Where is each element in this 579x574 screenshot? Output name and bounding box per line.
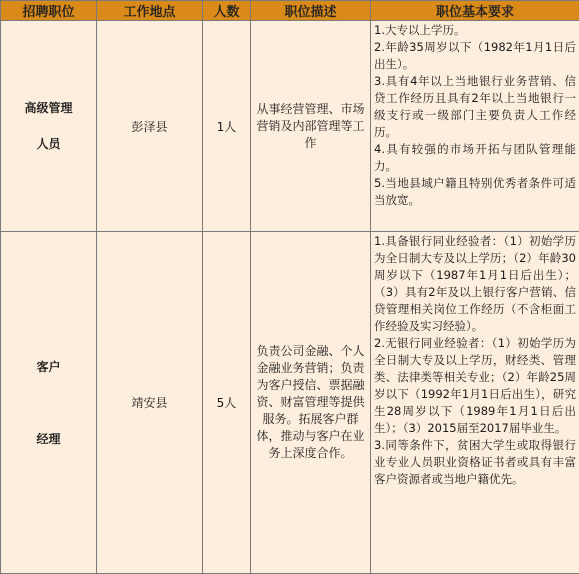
requirements-cell xyxy=(371,232,579,574)
location-cell: 彭泽县 xyxy=(97,21,203,232)
table-row xyxy=(1,21,579,232)
description-cell: 从事经营管理、市场营销及内部管理等工作 xyxy=(251,21,371,232)
requirements-cell xyxy=(371,21,579,232)
location-cell: 靖安县 xyxy=(97,232,203,574)
table-row xyxy=(1,232,579,574)
count-cell: 1人 xyxy=(203,21,251,232)
count-cell: 5人 xyxy=(203,232,251,574)
position-title-line: 人员 xyxy=(36,137,61,151)
requirement-item: 5.当地县域户籍且特别优秀者条件可适当放宽。 xyxy=(374,176,576,207)
position-title-cell xyxy=(1,21,97,232)
header-description: 职位描述 xyxy=(251,1,371,21)
header-count: 人数 xyxy=(203,1,251,21)
header-location: 工作地点 xyxy=(97,1,203,21)
position-title-line: 客户 xyxy=(36,359,61,374)
requirement-item: 1.大专以上学历。 xyxy=(374,23,466,37)
header-row xyxy=(1,1,579,21)
header-position: 招聘职位 xyxy=(1,1,97,21)
requirement-item: 2.无银行同业经验者：（1）初始学历为全日制大专及以上学历，财经类、管理类、法律类等相关专业；（2）年龄25周岁以下（1992年1月1日后出生），研究生28周岁以下（1989年1月1日后出生）；（3）2015届至2017届毕业生。 xyxy=(374,336,576,435)
requirement-item: 1.具备银行同业经验者：（1）初始学历为全日制大专及以上学历；（2）年龄30周岁以下（1987年1月1日后出生）；（3）具有2年及以上银行客户营销、信贷管理相关岗位工作经历（不含柜面工作经验及实习经验）。 xyxy=(374,234,576,333)
position-title-line: 经理 xyxy=(36,431,61,446)
position-title-cell xyxy=(1,232,97,574)
header-requirements: 职位基本要求 xyxy=(371,1,579,21)
position-title-line: 高级管理 xyxy=(24,101,73,115)
requirement-item: 4.具有较强的市场开拓与团队管理能力。 xyxy=(374,142,576,173)
requirement-item: 3.同等条件下，贫困大学生或取得银行业专业人员职业资格证书者或具有丰富客户资源者或当地户籍优先。 xyxy=(374,438,576,486)
requirement-item: 2.年龄35周岁以下（1982年1月1日后出生）。 xyxy=(374,40,576,71)
requirement-item: 3.具有4年以上当地银行业务营销、信贷工作经历且具有2年以上当地银行一级支行或一级部门主要负责人工作经历。 xyxy=(374,74,576,139)
description-cell: 负责公司金融、个人金融业务营销；负责为客户授信、票据融资、财富管理等提供服务。拓展客户群体，推动与客户在业务上深度合作。 xyxy=(251,232,371,574)
